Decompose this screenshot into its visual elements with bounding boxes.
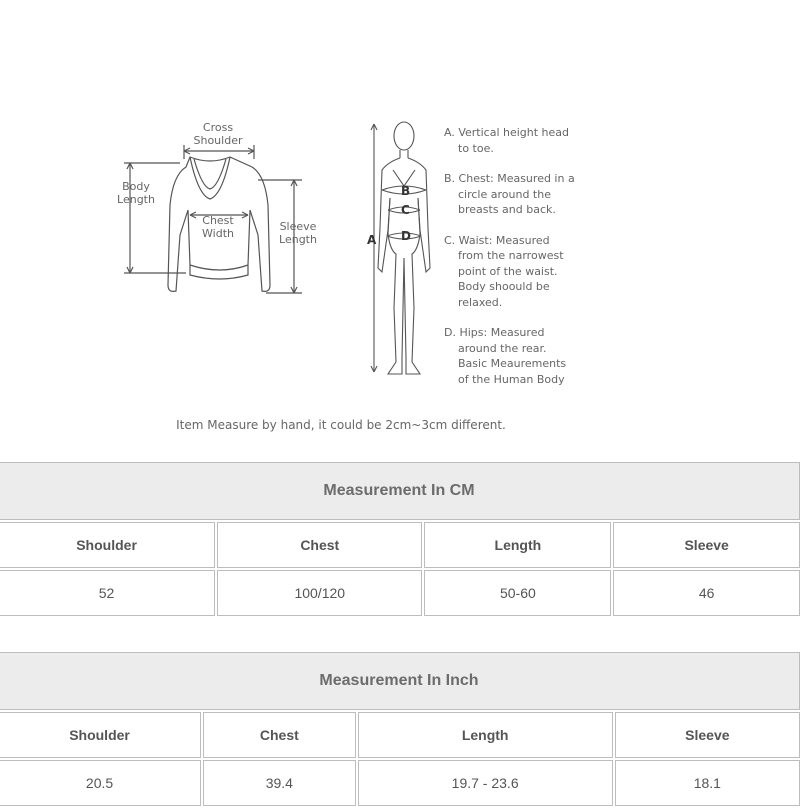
legend-c-line4: Body shoould be (458, 280, 550, 293)
legend-item-b (444, 171, 575, 218)
label-sleeve-length-line1: Sleeve (279, 220, 317, 233)
table-cm-header-length: Length (424, 522, 611, 568)
label-body-length-line2: Length (117, 193, 155, 206)
legend-d-line4: of the Human Body (458, 372, 565, 386)
legend-item-a (444, 125, 575, 156)
legend-d-line2: around the rear. (458, 341, 547, 355)
table-cm-header-row (0, 522, 800, 568)
table-cm-value-length: 50-60 (424, 570, 611, 616)
legend-item-c (444, 233, 575, 311)
legend-a-line2: to toe. (458, 141, 494, 155)
legend-a-line1: A. Vertical height head (444, 126, 570, 139)
table-cm-title: Measurement In CM (0, 462, 800, 520)
body-diagram (360, 118, 440, 380)
table-inch-title: Measurement In Inch (0, 652, 800, 710)
table-inch-header-shoulder: Shoulder (0, 712, 201, 758)
table-inch-header-chest: Chest (203, 712, 356, 758)
label-sleeve-length-line2: Length (279, 233, 317, 246)
legend-d-line3: Basic Meaurements (458, 357, 567, 370)
table-inch-title-row (0, 652, 800, 710)
legend-b-line3: breasts and back. (458, 203, 556, 216)
label-body-length (112, 180, 160, 206)
table-cm-value-sleeve: 46 (613, 570, 800, 616)
table-inch (0, 650, 800, 808)
table-cm-header-chest: Chest (217, 522, 422, 568)
table-inch-header-length: Length (358, 712, 613, 758)
label-sleeve-length (272, 220, 324, 246)
marker-a: A (367, 233, 377, 247)
table-cm-header-shoulder: Shoulder (0, 522, 215, 568)
table-cm-title-row (0, 462, 800, 520)
legend-d-line1: D. Hips: Measured (444, 326, 545, 339)
legend-item-d (444, 325, 575, 387)
legend-c-line5: relaxed. (458, 295, 503, 309)
label-chest-width-line2: Width (202, 227, 234, 240)
legend-c-line3: point of the waist. (458, 264, 558, 278)
legend-b-line2: circle around the (458, 187, 551, 201)
marker-d: D (401, 229, 411, 243)
measurement-legend (444, 125, 575, 402)
marker-b: B (401, 184, 411, 198)
table-inch-value-row (0, 760, 800, 806)
legend-c-line1: C. Waist: Measured (444, 233, 550, 247)
label-chest-width-line1: Chest (202, 214, 234, 227)
table-cm-value-chest: 100/120 (217, 570, 422, 616)
legend-c-line2: from the narrowest (458, 249, 564, 262)
label-chest-width (192, 214, 244, 240)
table-cm (0, 460, 800, 618)
table-cm-value-shoulder: 52 (0, 570, 215, 616)
measurement-note: Item Measure by hand, it could be 2cm~3cm different. (176, 418, 506, 432)
table-inch-header-sleeve: Sleeve (615, 712, 800, 758)
marker-c: C (401, 203, 410, 217)
table-inch-value-shoulder: 20.5 (0, 760, 201, 806)
label-cross-shoulder (186, 121, 250, 147)
legend-b-line1: B. Chest: Measured in a (444, 172, 575, 185)
table-inch-value-sleeve: 18.1 (615, 760, 800, 806)
table-inch-header-row (0, 712, 800, 758)
table-cm-value-row (0, 570, 800, 616)
table-inch-value-length: 19.7 - 23.6 (358, 760, 613, 806)
table-inch-value-chest: 39.4 (203, 760, 356, 806)
label-cross-shoulder-line2: Shoulder (193, 134, 243, 147)
label-cross-shoulder-line1: Cross (202, 121, 234, 134)
table-cm-header-sleeve: Sleeve (613, 522, 800, 568)
label-body-length-line1: Body (122, 180, 150, 193)
